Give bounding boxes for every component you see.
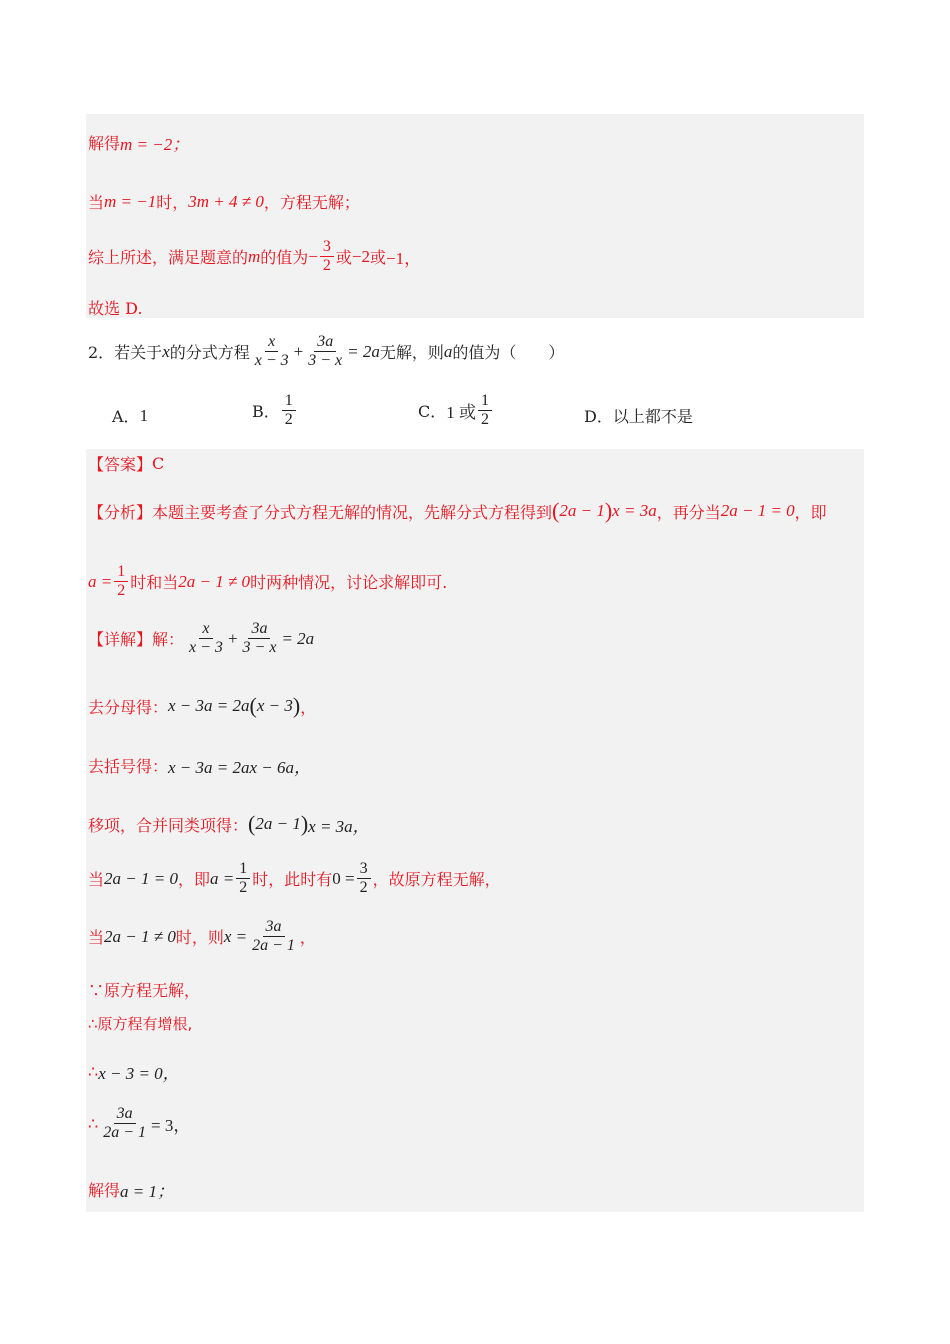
text: ，即	[177, 870, 210, 890]
denominator: 2	[284, 411, 293, 429]
analysis-tag: 【分析】	[88, 502, 153, 522]
step-4	[88, 860, 501, 898]
text: ∴原方程有增根,	[88, 1015, 193, 1033]
fraction	[100, 1105, 149, 1143]
numerator: 3a	[314, 333, 336, 352]
math: −2	[351, 246, 371, 266]
paren-close: )	[604, 498, 613, 523]
numerator: 3a	[114, 1105, 136, 1124]
step-8	[88, 1059, 180, 1084]
step-3	[88, 811, 370, 837]
denominator: 3 − x	[308, 352, 343, 370]
question-number: 2．若关于	[88, 343, 163, 363]
math: a =	[209, 868, 235, 888]
math: −	[308, 246, 318, 266]
math: a = 1；	[120, 1182, 174, 1201]
math: a	[443, 341, 453, 361]
text: 解：	[152, 630, 185, 650]
denominator: 2	[481, 411, 489, 429]
math: x = 3a，	[308, 816, 370, 836]
math: 3m + 4 ≠ 0	[188, 191, 264, 211]
paren-open: (	[249, 693, 257, 718]
text: 时两种情况，讨论求解即可.	[250, 573, 448, 593]
math: +	[293, 341, 304, 361]
text: 去括号得：	[88, 757, 169, 776]
answer-tag: 【答案】	[88, 455, 153, 474]
option-d[interactable]	[584, 404, 693, 427]
text: 当	[88, 928, 105, 948]
denominator: 2a − 1	[103, 1124, 146, 1142]
step-10	[88, 1177, 174, 1202]
text: 当	[88, 193, 105, 212]
fraction	[282, 392, 296, 430]
text: 的值为	[260, 248, 309, 268]
option-value: 以上都不是	[612, 407, 693, 426]
denominator: 2	[322, 257, 331, 275]
text: 的值为（ ）	[452, 343, 565, 363]
math: m = −2；	[120, 135, 190, 154]
therefore-symbol: ∴	[88, 1062, 99, 1081]
denominator: 2	[117, 582, 126, 600]
text: ∵原方程无解，	[88, 981, 201, 1000]
question-2	[88, 333, 564, 371]
fraction	[478, 392, 492, 430]
detail-tag: 【详解】	[88, 630, 153, 650]
fraction	[114, 563, 128, 601]
text: 解得	[88, 1181, 121, 1200]
math: 2a − 1	[255, 814, 301, 833]
math: x − 3	[256, 696, 293, 715]
fraction	[186, 620, 226, 658]
options-row	[88, 392, 788, 436]
text: 的分式方程	[169, 343, 250, 363]
text: ，	[300, 697, 317, 717]
text: 时和当	[130, 573, 179, 593]
option-value: 1	[139, 405, 149, 425]
answer-line	[88, 452, 164, 475]
math: = 3，	[150, 1116, 191, 1136]
numerator: 1	[478, 392, 492, 411]
text: 解得	[88, 134, 121, 153]
option-label: D．	[584, 407, 613, 426]
detail-line	[88, 620, 314, 658]
prev-solution-box	[86, 114, 864, 318]
math: = 2a	[347, 341, 380, 361]
numerator: 1	[114, 563, 128, 582]
numerator: 3a	[263, 918, 285, 937]
text: 故选 D.	[88, 299, 143, 318]
option-label: B．	[252, 402, 280, 422]
denominator: x − 3	[254, 352, 289, 370]
text: ，故原方程无解，	[372, 870, 501, 890]
answer-value: C	[152, 454, 165, 473]
math: m = −1	[104, 191, 157, 211]
math: 2a − 1 ≠ 0	[178, 571, 251, 591]
paren-open: (	[248, 811, 256, 836]
option-b[interactable]	[252, 392, 298, 430]
math: x − 3a = 2ax − 6a，	[168, 758, 312, 777]
numerator: x	[199, 620, 212, 639]
step-5	[88, 918, 316, 956]
step-7	[88, 1013, 192, 1034]
numerator: 3	[320, 238, 334, 257]
fraction	[249, 918, 298, 956]
denominator: 3 − x	[242, 639, 277, 657]
math: 2a − 1 = 0	[104, 868, 178, 888]
text: 综上所述，满足题意的	[88, 248, 249, 268]
step-2	[88, 753, 311, 778]
option-value: 1 或	[446, 403, 476, 423]
numerator: 3	[357, 860, 371, 879]
math: x	[162, 341, 170, 361]
analysis-line-1	[88, 498, 827, 524]
math: 0 =	[332, 868, 355, 888]
step-1	[88, 693, 316, 719]
text: 时，则	[175, 928, 224, 948]
math: = 2a	[281, 628, 315, 648]
fraction	[305, 333, 345, 371]
math: m	[248, 246, 261, 266]
math: x = 3a	[612, 501, 657, 520]
option-c[interactable]	[418, 392, 494, 430]
paren-open: (	[552, 498, 560, 523]
denominator: x − 3	[189, 639, 223, 657]
step-9	[88, 1105, 190, 1143]
text: ，方程无解；	[263, 193, 360, 212]
math: 2a − 1	[559, 501, 605, 520]
text: ，再分当	[656, 502, 721, 522]
denominator: 2	[239, 879, 248, 897]
text: 时，此时有	[252, 870, 333, 890]
fraction	[236, 860, 250, 898]
fraction	[252, 333, 292, 371]
denominator: 2	[359, 879, 368, 897]
option-label: C．	[418, 402, 447, 422]
text: ，即	[794, 502, 827, 522]
math: 2a − 1 ≠ 0	[104, 926, 176, 946]
analysis-line-2	[88, 563, 447, 601]
paren-close: )	[292, 693, 301, 718]
text: 去分母得：	[88, 697, 169, 717]
text: 移项，合并同类项得：	[88, 815, 249, 835]
fraction	[357, 860, 371, 898]
math: x − 3a = 2a	[168, 696, 250, 715]
text: 或	[335, 248, 352, 268]
paren-close: )	[300, 811, 309, 836]
option-label: A．	[112, 407, 140, 426]
prev-solution-line-1	[88, 130, 189, 155]
text: ，	[299, 928, 316, 948]
fraction	[320, 238, 334, 276]
prev-solution-line-4	[88, 296, 142, 319]
text: 或	[370, 248, 387, 268]
option-a[interactable]	[112, 404, 148, 427]
math: a =	[88, 571, 113, 591]
text: 时，	[156, 193, 189, 212]
prev-solution-line-3	[88, 238, 421, 276]
fraction	[240, 620, 280, 658]
numerator: 1	[282, 392, 296, 411]
therefore-symbol: ∴	[88, 1114, 99, 1134]
math: x − 3 = 0，	[98, 1064, 180, 1083]
math: x =	[223, 926, 248, 946]
text: 无解，则	[379, 343, 444, 363]
prev-solution-line-2	[88, 190, 360, 213]
numerator: 1	[236, 860, 250, 879]
text: 当	[88, 870, 105, 890]
denominator: 2a − 1	[252, 937, 295, 955]
text: 本题主要考查了分式方程无解的情况，先解分式方程得到	[152, 502, 553, 522]
math: 2a − 1 = 0	[720, 501, 795, 520]
math: −1，	[386, 249, 422, 269]
numerator: x	[265, 333, 278, 352]
math: +	[227, 628, 238, 648]
numerator: 3a	[248, 620, 270, 639]
step-6	[88, 978, 200, 1001]
